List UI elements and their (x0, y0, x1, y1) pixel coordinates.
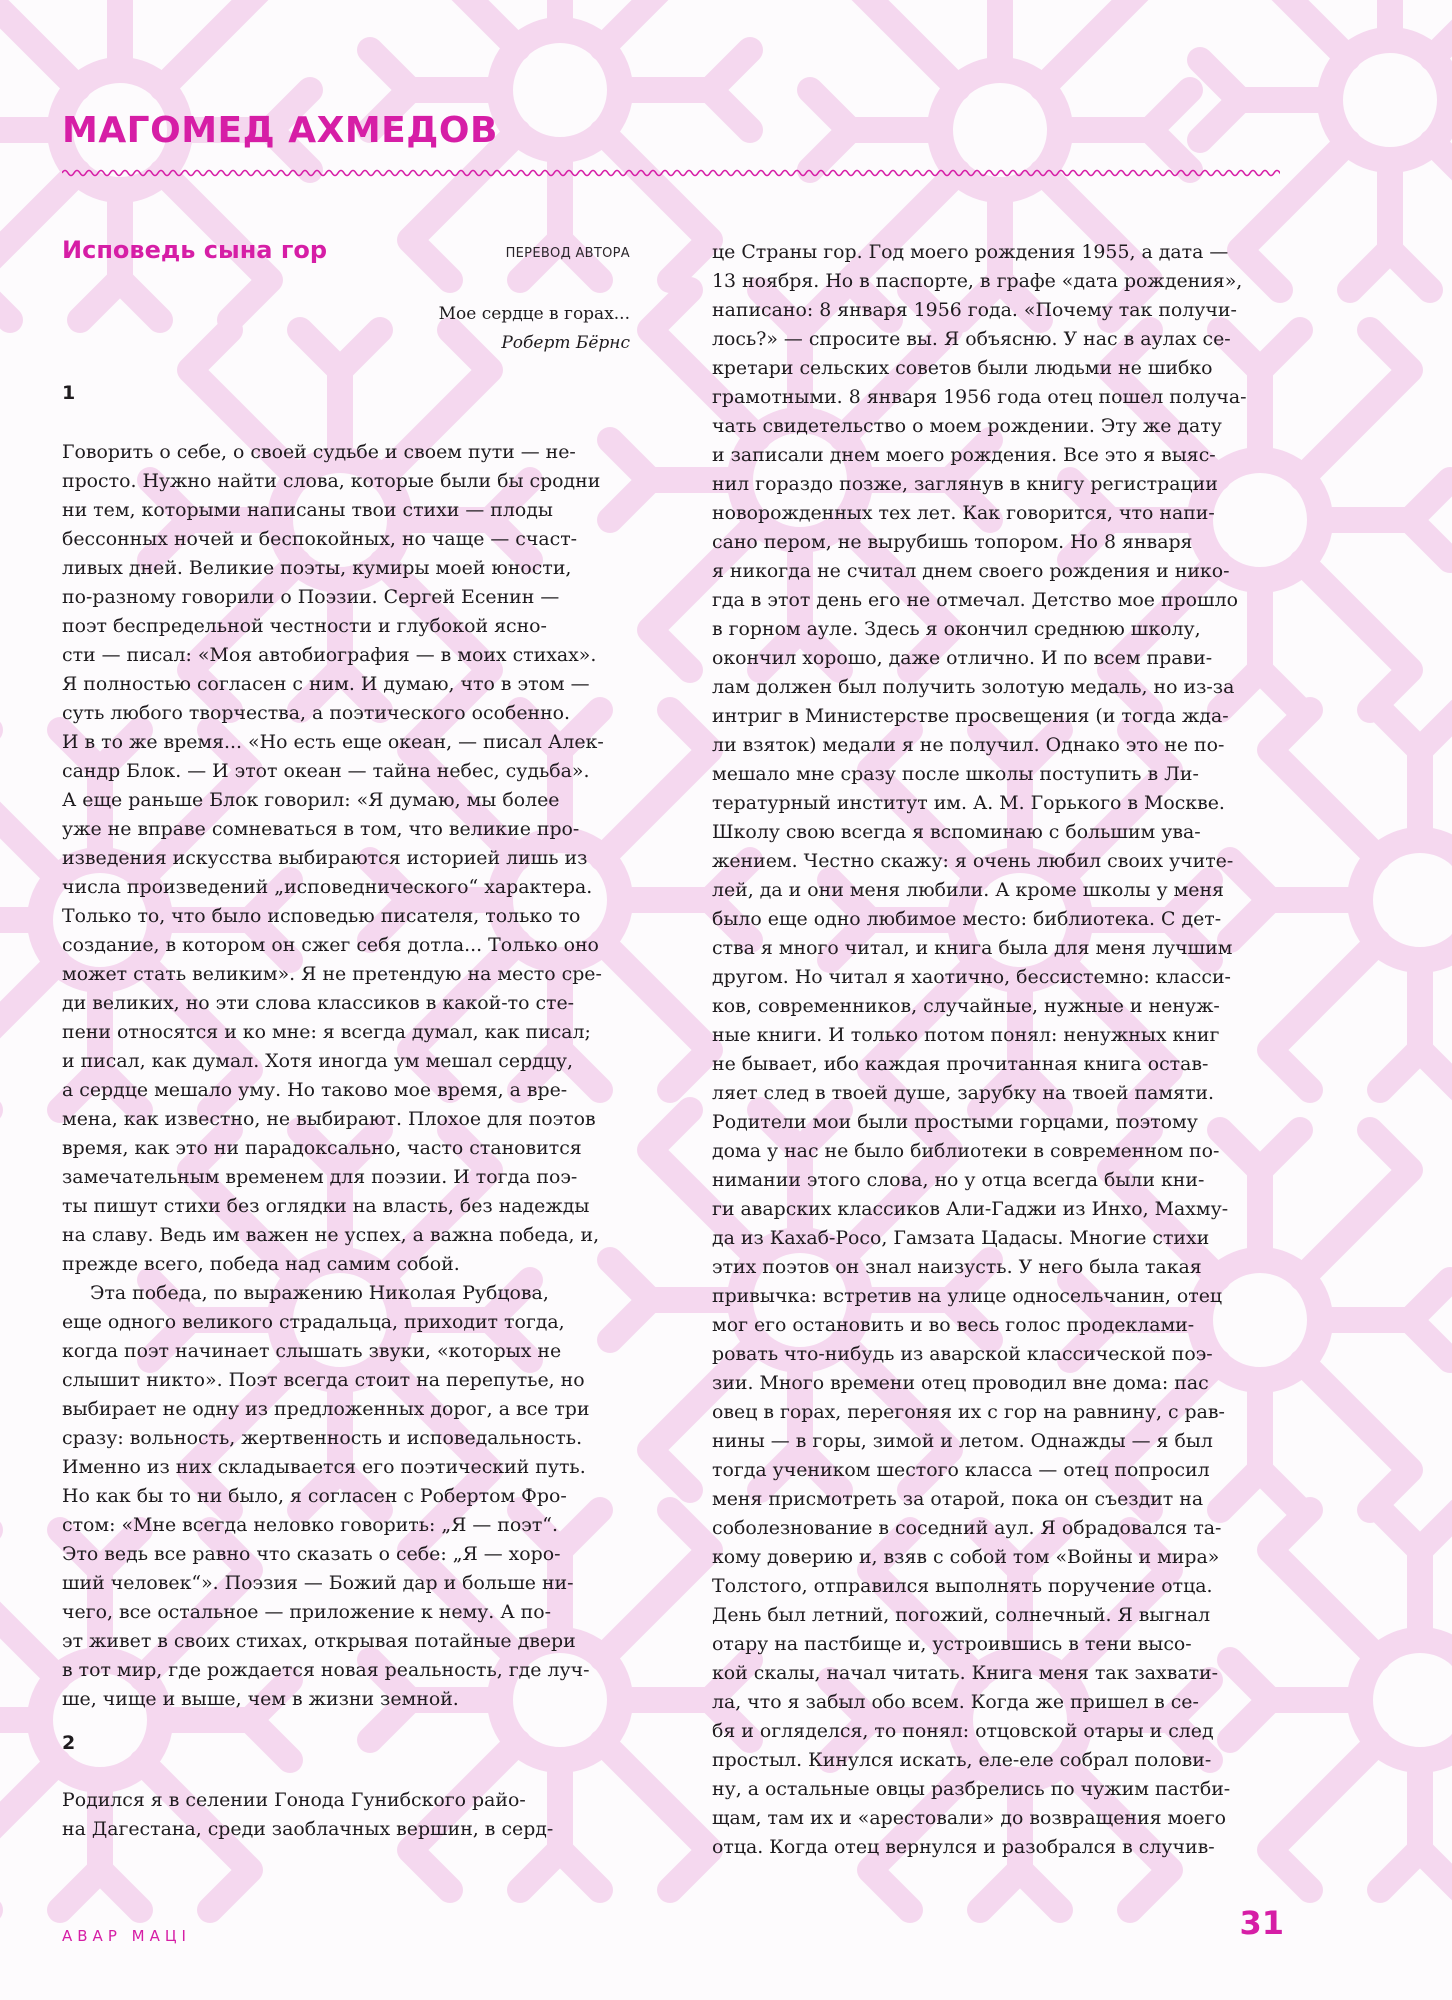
text-line: выбирает не одну из предложенных дорог, а все три (62, 1398, 590, 1420)
text-line: тературный институт им. А. М. Горького в Москве. (712, 792, 1225, 814)
text-line: на Дагестана, среди заоблачных вершин, в серд- (62, 1818, 554, 1840)
text-line: ди великих, но эти слова классиков в какой-то сте- (62, 992, 575, 1014)
text-line: лам должен был получить золотую медаль, но из-за (712, 676, 1235, 698)
text-line: дома у нас не было библиотеки в современном по- (712, 1140, 1220, 1162)
text-line: ляет след в твоей душе, зарубку на твоей памяти. (712, 1082, 1214, 1104)
text-line: и писал, как думал. Хотя иногда ум мешал сердцу, (62, 1050, 574, 1072)
text-line: Это ведь все равно что сказать о себе: „Я — хоро- (62, 1543, 561, 1565)
text-line: грамотными. 8 января 1956 года отец пошел получа- (712, 386, 1247, 408)
text-line: замечательным временем для поэзии. И тогда поэ- (62, 1166, 578, 1188)
text-line: мог его остановить и во весь голос продеклами- (712, 1314, 1195, 1336)
text-line: зии. Много времени отец проводил вне дома: пас (712, 1372, 1209, 1394)
text-line: ства я много читал, и книга была для меня лучшим (712, 937, 1233, 959)
text-line: другом. Но читал я хаотично, бессистемно: класси- (712, 966, 1231, 988)
section-number-2: 2 (62, 1732, 76, 1754)
text-line: нимании этого слова, но у отца всегда были кни- (712, 1169, 1205, 1191)
text-line: День был летний, погожий, солнечный. Я выгнал (712, 1604, 1211, 1626)
text-line: ли взяток) медали я не получил. Однако это не по- (712, 734, 1225, 756)
text-line: кой скалы, начал читать. Книга меня так захвати- (712, 1662, 1219, 1684)
text-line: в тот мир, где рождается новая реальность, где луч- (62, 1659, 590, 1681)
text-line: в горном ауле. Здесь я окончил среднюю школу, (712, 618, 1201, 640)
text-line: написано: 8 января 1956 года. «Почему так получи- (712, 299, 1237, 321)
text-line: лось?» — спросите вы. Я объясню. У нас в аулах се- (712, 328, 1231, 350)
text-line: было еще одно любимое место: библиотека. С дет- (712, 908, 1222, 930)
text-line: ла, что я забыл обо всем. Когда же пришел в се- (712, 1691, 1199, 1713)
text-line: бя и огляделся, то понял: отцовской отары и след (712, 1720, 1214, 1742)
text-line: 13 ноября. Но в паспорте, в графе «дата рождения», (712, 270, 1243, 292)
text-line: сано пером, не вырубишь топором. Но 8 января (712, 531, 1193, 553)
left-column-section-2-text (62, 1786, 630, 1844)
text-line: це Страны гор. Год моего рождения 1955, а дата — (712, 241, 1229, 263)
text-line: ший человек“». Поэзия — Божий дар и больше ни- (62, 1572, 574, 1594)
text-line: окончил хорошо, даже отлично. И по всем прави- (712, 647, 1213, 669)
text-line: Я полностью согласен с ним. И думаю, что в этом — (62, 673, 590, 695)
right-column-text (712, 238, 1284, 1862)
epigraph-text: Мое сердце в горах... (438, 304, 630, 324)
text-line: лей, да и они меня любили. А кроме школы у меня (712, 879, 1224, 901)
text-line: чего, все остальное — приложение к нему. А по- (62, 1601, 551, 1623)
section-number-1: 1 (62, 382, 76, 404)
text-line: суть любого творчества, а поэтического особенно. (62, 702, 571, 724)
text-line: Только то, что было исповедью писателя, только то (62, 905, 581, 927)
text-line: А еще раньше Блок говорил: «Я думаю, мы более (62, 789, 560, 811)
text-line: ровать что-нибудь из аварской классической поэ- (712, 1343, 1213, 1365)
text-line: еще одного великого страдальца, приходит тогда, (62, 1311, 565, 1333)
text-line: не бывает, ибо каждая прочитанная книга остав- (712, 1053, 1209, 1075)
text-line: ну, а остальные овцы разбрелись по чужим пастби- (712, 1778, 1231, 1800)
text-line: да из Кахаб-Росо, Гамзата Цадасы. Многие стихи (712, 1227, 1210, 1249)
text-line: овец в горах, перегоняя их с гор на равнину, с рав- (712, 1401, 1225, 1423)
text-line: эт живет в своих стихах, открывая потайные двери (62, 1630, 576, 1652)
text-line: нины — в горы, зимой и летом. Однажды — я был (712, 1430, 1213, 1452)
text-line: изведения искусства выбираются историей лишь из (62, 847, 588, 869)
translator-note: ПЕРЕВОД АВТОРА (505, 246, 630, 261)
text-line: простыл. Кинулся искать, еле-еле собрал полови- (712, 1749, 1212, 1771)
text-line: пени относятся и ко мне: я всегда думал, как писал; (62, 1021, 591, 1043)
text-line: бессонных ночей и беспокойных, но чаще — счаст- (62, 528, 578, 550)
text-line: соболезнование в соседний аул. Я обрадовался та- (712, 1517, 1222, 1539)
epigraph (439, 300, 630, 358)
magazine-name: АВАР МАЦI (62, 1927, 191, 1945)
text-line: ты пишут стихи без оглядки на власть, без надежды (62, 1195, 590, 1217)
text-line: этих поэтов он знал наизусть. У него была такая (712, 1256, 1202, 1278)
work-title: Исповедь сына гор (62, 236, 328, 264)
text-line: ше, чище и выше, чем в жизни земной. (62, 1688, 459, 1710)
text-line: И в то же время... «Но есть еще океан, — писал Алек- (62, 731, 604, 753)
text-line: по-разному говорили о Поэзии. Сергей Есенин — (62, 586, 560, 608)
text-line: ные книги. И только потом понял: ненужных книг (712, 1024, 1220, 1046)
text-line: жением. Честно скажу: я очень любил своих учите- (712, 850, 1234, 872)
text-line: сразу: вольность, жертвенность и исповедальность. (62, 1427, 583, 1449)
text-line: слышит никто». Поэт всегда стоит на перепутье, но (62, 1369, 585, 1391)
text-line: новорожденных тех лет. Как говорится, что напи- (712, 502, 1215, 524)
text-line: время, как это ни парадоксально, часто становится (62, 1137, 582, 1159)
text-line: чать свидетельство о моем рождении. Эту же дату (712, 415, 1222, 437)
text-line: Школу свою всегда я вспоминаю с большим ува- (712, 821, 1201, 843)
text-line: мена, как известно, не выбирают. Плохое для поэтов (62, 1108, 596, 1130)
text-line: Но как бы то ни было, я согласен с Робертом Фро- (62, 1485, 567, 1507)
text-line: уже не вправе сомневаться в том, что великие про- (62, 818, 580, 840)
epigraph-author: Роберт Бёрнс (501, 333, 630, 353)
text-line: Именно из них складывается его поэтический путь. (62, 1456, 586, 1478)
text-line: а сердце мешало уму. Но таково мое время, а вре- (62, 1079, 568, 1101)
text-line: тогда учеником шестого класса — отец попросил (712, 1459, 1210, 1481)
text-line: щам, там их и «арестовали» до возвращения моего (712, 1807, 1227, 1829)
text-line: когда поэт начинает слышать звуки, «которых не (62, 1340, 562, 1362)
text-line: сандр Блок. — И этот океан — тайна небес, судьба». (62, 760, 590, 782)
text-line: создание, в котором он сжег себя дотла... Только оно (62, 934, 599, 956)
text-line: ков, современников, случайные, нужные и ненуж- (712, 995, 1220, 1017)
text-line: Толстого, отправился выполнять поручение отца. (712, 1575, 1213, 1597)
text-line: поэт беспредельной честности и глубокой ясно- (62, 615, 547, 637)
text-line: отца. Когда отец вернулся и разобрался в случив- (712, 1836, 1215, 1858)
text-line: и записали днем моего рождения. Все это я выяс- (712, 444, 1216, 466)
text-line: Эта победа, по выражению Николая Рубцова, (90, 1282, 549, 1304)
text-line: стом: «Мне всегда неловко говорить: „Я — поэт“. (62, 1514, 558, 1536)
text-line: Говорить о себе, о своей судьбе и своем пути — не- (62, 441, 576, 463)
text-line: Родился я в селении Гонода Гунибского райо- (62, 1789, 526, 1811)
text-line: нил гораздо позже, заглянув в книгу регистрации (712, 473, 1218, 495)
text-line: привычка: встретив на улице односельчанин, отец (712, 1285, 1223, 1307)
text-line: гда в этот день его не отмечал. Детство мое прошло (712, 589, 1238, 611)
text-line: мешало мне сразу после школы поступить в Ли- (712, 763, 1199, 785)
text-line: интриг в Министерстве просвещения (и тогда жда- (712, 705, 1229, 727)
text-line: кому доверию и, взяв с собой том «Войны и мира» (712, 1546, 1220, 1568)
page-number: 31 (1239, 1904, 1284, 1942)
text-line: Родители мои были простыми горцами, поэтому (712, 1111, 1198, 1133)
text-line: ги аварских классиков Али-Гаджи из Инхо, Махму- (712, 1198, 1229, 1220)
text-line: сти — писал: «Моя автобиография — в моих стихах». (62, 644, 597, 666)
text-line: может стать великим». Я не претендую на место сре- (62, 963, 602, 985)
text-line: прежде всего, победа над самим собой. (62, 1253, 460, 1275)
author-name: МАГОМЕД АХМЕДОВ (62, 110, 498, 151)
text-line: я никогда не считал днем своего рождения и нико- (712, 560, 1230, 582)
text-line: на славу. Ведь им важен не успех, а важна победа, и, (62, 1224, 600, 1246)
left-column-section-1-text (62, 438, 630, 1714)
text-line: меня присмотреть за отарой, пока он съездит на (712, 1488, 1204, 1510)
text-line: просто. Нужно найти слова, которые были бы сродни (62, 470, 601, 492)
text-line: кретари сельских советов были людьми не шибко (712, 357, 1213, 379)
text-line: числа произведений „исповеднического“ характера. (62, 876, 593, 898)
text-line: ни тем, которыми написаны твои стихи — плоды (62, 499, 553, 521)
text-line: отару на пастбище и, устроившись в тени высо- (712, 1633, 1192, 1655)
text-line: ливых дней. Великие поэты, кумиры моей юности, (62, 557, 572, 579)
decorative-wave-divider (62, 166, 1280, 180)
